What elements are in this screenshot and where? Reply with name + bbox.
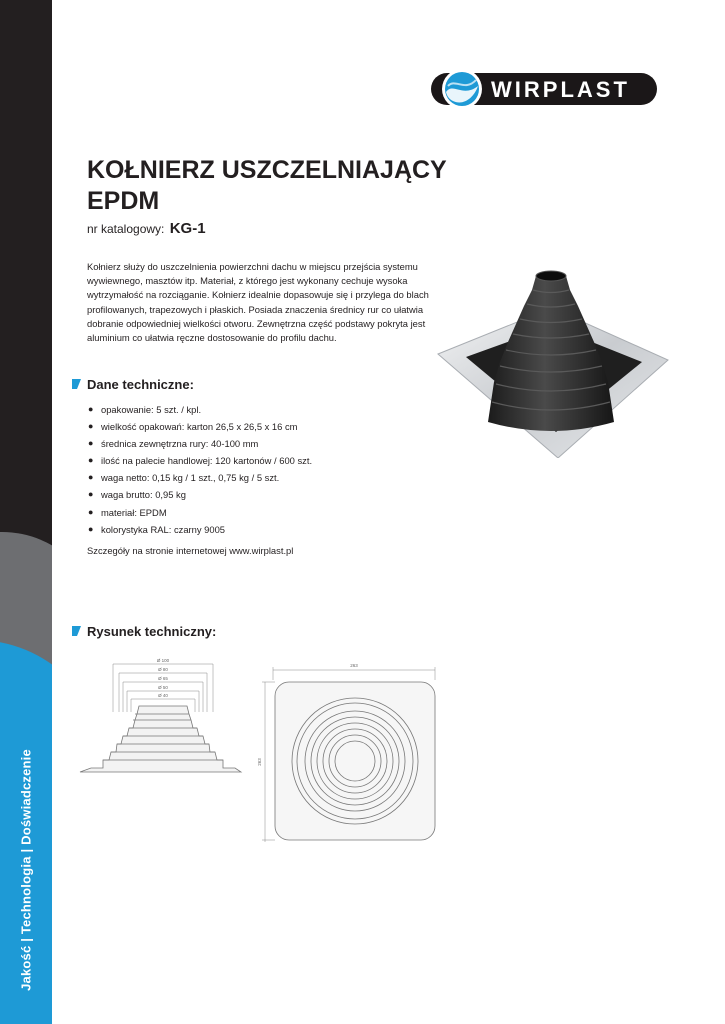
spec-text: ilość na palecie handlowej: 120 kartonów / 600 szt.	[101, 455, 313, 467]
technical-drawing	[75, 652, 445, 842]
list-item: ● waga brutto: 0,95 kg	[88, 489, 186, 501]
list-item: ● wielkość opakowań: karton 26,5 x 26,5 x 16 cm	[88, 421, 298, 433]
spec-text: waga brutto: 0,95 kg	[101, 489, 186, 501]
spec-text: średnica zewnętrzna rury: 40-100 mm	[101, 438, 259, 450]
specs-heading	[72, 376, 194, 394]
height-label: 263	[257, 758, 262, 766]
globe-icon	[441, 68, 483, 110]
dimension-label: Ø 50	[158, 685, 168, 690]
spec-text: materiał: EPDM	[101, 506, 167, 518]
spec-text: wielkość opakowań: karton 26,5 x 26,5 x 16 cm	[101, 421, 298, 433]
specs-list	[87, 401, 417, 538]
spec-text: waga netto: 0,15 kg / 1 szt., 0,75 kg / 5 szt.	[101, 472, 280, 484]
spec-text: kolorystyka RAL: czarny 9005	[101, 523, 226, 535]
drawing-heading	[72, 623, 216, 641]
product-photo	[436, 262, 670, 458]
brand-name: WIRPLAST	[491, 77, 630, 102]
specs-heading-label: Dane techniczne:	[87, 377, 194, 392]
width-label: 263	[350, 663, 358, 668]
title-line-2: EPDM	[87, 187, 160, 215]
list-item: ● kolorystyka RAL: czarny 9005	[88, 523, 226, 535]
list-item: ● średnica zewnętrzna rury: 40-100 mm	[88, 438, 259, 450]
title-line-1: KOŁNIERZ USZCZELNIAJĄCY	[87, 156, 447, 184]
section-marker-icon	[72, 379, 81, 389]
brand-logo	[431, 68, 657, 108]
drawing-heading-label: Rysunek techniczny:	[87, 624, 217, 639]
dimension-label: Ø 40	[158, 693, 168, 698]
website-note: Szczegóły na stronie internetowej www.wirplast.pl	[87, 545, 294, 556]
sidebar-band	[0, 0, 52, 1024]
page-title	[87, 155, 507, 217]
list-item: ● opakowanie: 5 szt. / kpl.	[88, 404, 202, 415]
list-item: ● materiał: EPDM	[88, 506, 167, 518]
catalog-number	[87, 220, 206, 237]
dimension-label: Ø 80	[158, 667, 168, 672]
section-marker-icon	[72, 626, 81, 636]
catalog-value: KG-1	[169, 220, 206, 237]
list-item: ● waga netto: 0,15 kg / 1 szt., 0,75 kg / 5 szt.	[88, 472, 280, 484]
dimension-label: Ø 65	[158, 676, 168, 681]
sidebar-tagline: Jakość | Technologia | Doświadczenie	[18, 749, 34, 991]
spec-text: opakowanie: 5 szt. / kpl.	[101, 404, 202, 415]
dimension-label: Ø 100	[156, 658, 170, 663]
product-description: Kołnierz służy do uszczelnienia powierzchni dachu w miejscu przejścia systemu wywiewnego, masztów itp. Materiał, z którego jest wykonany cechuje wysoka wytrzymałość na rozciąganie. Kołnierz idealnie dopasowuje się i przylega do blach profilowanych, trapezowych i płaskich. Posiada znaczenia średnicy rur co ułatwia dobranie odpowiedniej wielkości otworu. Zewnętrzna część podstawy pokryta jest aluminium co ułatwia ręczne dostosowanie do profilu dachu.	[87, 261, 429, 344]
catalog-label: nr katalogowy:	[87, 222, 165, 236]
list-item: ● ilość na palecie handlowej: 120 kartonów / 600 szt.	[88, 455, 313, 467]
